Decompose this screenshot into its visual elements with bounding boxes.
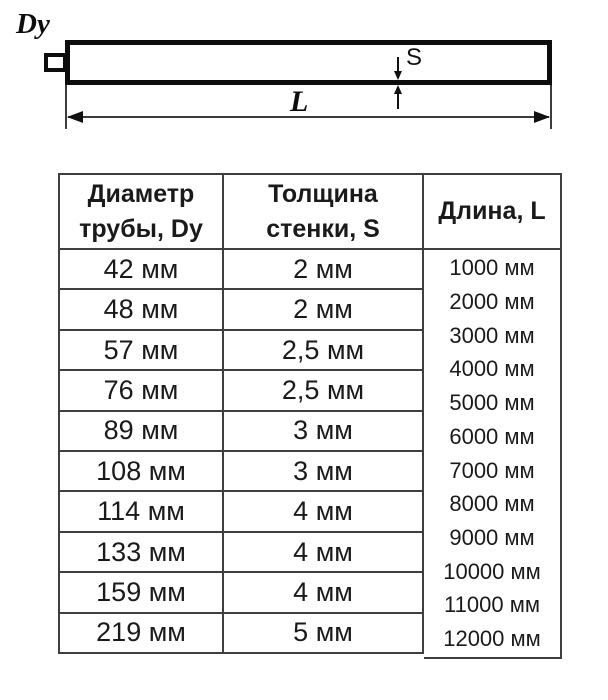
diameter-cell: 48 мм (60, 290, 222, 330)
diameter-cell: 219 мм (96, 617, 186, 648)
wall-thickness-arrow-down-icon (394, 71, 402, 80)
header-line: трубы, Dy (79, 214, 203, 243)
thickness-cell: 2,5 мм (224, 331, 422, 371)
length-label: L (290, 85, 309, 118)
diameter-label: Dy (16, 8, 50, 40)
length-value: 6000 мм (449, 423, 535, 449)
diameter-cell: 76 мм (60, 371, 222, 411)
diameter-cell: 42 мм (60, 250, 222, 290)
header-line: Диаметр (87, 179, 195, 208)
wall-thickness-leader-lower (397, 93, 399, 109)
pipe-spec-table (58, 173, 562, 659)
diameter-column-header (60, 175, 222, 250)
diameter-cell: 114 мм (60, 492, 222, 532)
length-dimension-line (68, 116, 549, 118)
thickness-column (224, 173, 424, 654)
length-value: 3000 мм (449, 322, 535, 348)
header-line: Толщина (268, 179, 378, 208)
extension-line-right (550, 85, 552, 129)
dimension-arrow-right-icon (534, 111, 550, 123)
diameter-cell: 133 мм (60, 533, 222, 573)
pipe-inlet-stub (44, 53, 67, 72)
pipe-diagram (0, 0, 608, 165)
wall-thickness-label: S (406, 44, 423, 71)
pipe-body (65, 40, 552, 85)
length-values-cell (424, 250, 560, 657)
thickness-cell: 5 мм (293, 617, 353, 648)
thickness-cell: 4 мм (224, 573, 422, 613)
length-value: 2000 мм (449, 289, 535, 315)
header-line: стенки, S (266, 214, 380, 243)
thickness-cell: 2 мм (224, 250, 422, 290)
length-value: 10000 мм (443, 558, 541, 584)
diameter-cell: 89 мм (60, 412, 222, 452)
diameter-cell: 108 мм (60, 452, 222, 492)
length-value: 11000 мм (444, 592, 540, 618)
length-value: 1000 мм (449, 255, 535, 281)
length-value: 7000 мм (449, 457, 535, 483)
header-line: Длина, L (438, 197, 546, 225)
diameter-column (58, 173, 224, 654)
length-value: 5000 мм (449, 390, 535, 416)
length-value: 12000 мм (443, 625, 541, 651)
thickness-cell: 3 мм (224, 412, 422, 452)
wall-thickness-leader-upper (397, 57, 399, 72)
length-column (424, 173, 562, 659)
thickness-cell: 4 мм (224, 492, 422, 532)
dimension-arrow-left-icon (67, 111, 83, 123)
thickness-cell: 3 мм (224, 452, 422, 492)
length-value: 9000 мм (449, 524, 535, 550)
diameter-cell: 159 мм (60, 573, 222, 613)
diameter-cell: 57 мм (60, 331, 222, 371)
thickness-cell: 2 мм (224, 290, 422, 330)
thickness-cell: 2,5 мм (224, 371, 422, 411)
length-column-header (424, 175, 560, 250)
length-value: 8000 мм (449, 491, 535, 517)
thickness-column-header (224, 175, 422, 250)
length-value: 4000 мм (449, 356, 535, 382)
thickness-cell: 4 мм (224, 533, 422, 573)
